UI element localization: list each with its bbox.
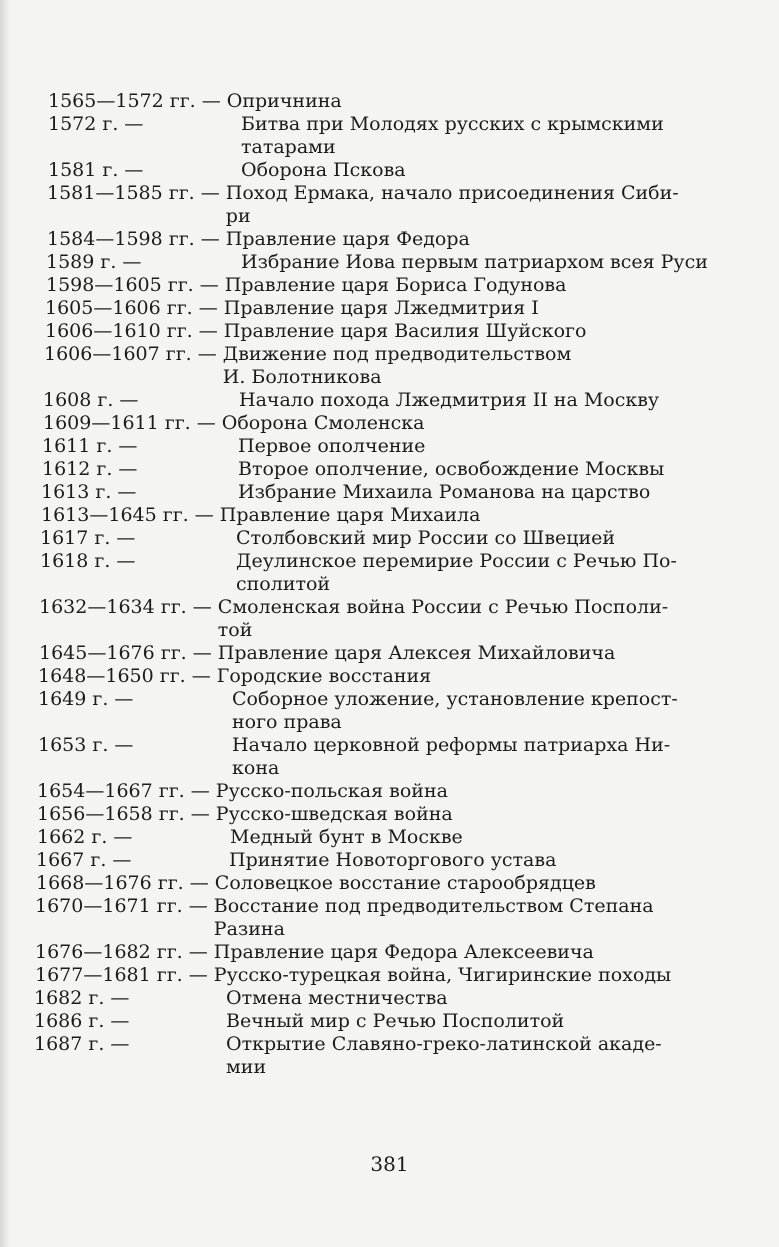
chronology-entry: [40, 527, 716, 550]
entry-date: 1617 г. —: [40, 527, 142, 549]
chronology-entry: [37, 803, 716, 826]
entry-text: Смоленская война России с Речью Посполи- той: [217, 596, 669, 641]
entry-text: Городские восстания: [216, 665, 432, 687]
entry-date: 1668—1676 гг. —: [36, 872, 215, 894]
entry-text: Соловецкое восстание старообрядцев: [214, 872, 596, 894]
chronology-entry: [48, 159, 716, 182]
entry-text: Русско-польская война: [215, 780, 448, 802]
entry-text: Отмена местничества: [226, 987, 448, 1009]
entry-text: Деулинское перемирие России с Речью По- сполитой: [236, 550, 677, 595]
chronology-entry: [45, 320, 716, 343]
chronology-entry: [46, 274, 716, 297]
chronology-entry: [41, 504, 716, 527]
entry-date: 1648—1650 гг. —: [38, 665, 217, 687]
entry-date: 1589 г. —: [46, 251, 148, 273]
chronology-entry: [37, 826, 716, 849]
entry-text: Восстание под предводительством Степана Разина: [213, 895, 654, 940]
entry-text: Битва при Молодях русских с крымскими татарами: [241, 113, 664, 158]
chronology-entry: [42, 435, 716, 458]
entry-date: 1606—1607 гг. —: [44, 343, 223, 365]
page-number: 381: [370, 1152, 409, 1176]
entry-date: 1584—1598 гг. —: [47, 228, 226, 250]
entry-date: 1667 г. —: [36, 849, 138, 871]
chronology-entry: [47, 228, 716, 251]
entry-text: Русско-турецкая война, Чигиринские походы: [213, 964, 672, 986]
entry-date: 1656—1658 гг. —: [37, 803, 216, 825]
entry-date: 1613 г. —: [41, 481, 143, 503]
chronology-entry: [38, 688, 716, 734]
entry-text: Оборона Пскова: [241, 159, 406, 181]
entry-date: 1686 г. —: [34, 1010, 136, 1032]
chronology-entry: [41, 481, 716, 504]
chronology-entry: [44, 343, 716, 389]
entry-date: 1618 г. —: [40, 550, 142, 572]
entry-text: Правление царя Василия Шуйского: [223, 320, 587, 342]
entry-date: 1654—1667 гг. —: [37, 780, 216, 802]
entry-text: Начало церковной реформы патриарха Ни- кона: [232, 734, 671, 779]
page-spine-shadow: [0, 0, 10, 1247]
entry-date: 1612 г. —: [42, 458, 144, 480]
entry-date: 1662 г. —: [37, 826, 139, 848]
chronology-entry: [35, 895, 716, 941]
chronology-entry: [43, 412, 716, 435]
chronology-entry: [34, 987, 716, 1010]
chronology-entry: [39, 596, 716, 642]
chronology-entry: [40, 550, 716, 596]
entry-date: 1598—1605 гг. —: [46, 274, 225, 296]
chronology-entry: [45, 297, 716, 320]
entry-text: Оборона Смоленска: [221, 412, 425, 434]
entry-date: 1676—1682 гг. —: [35, 941, 214, 963]
entry-date: 1670—1671 гг. —: [35, 895, 214, 917]
entry-text: Принятие Новоторгового устава: [229, 849, 557, 871]
chronology-entry: [35, 964, 716, 987]
entry-text: Правление царя Бориса Годунова: [224, 274, 567, 296]
chronology-entry: [38, 734, 716, 780]
chronology-entry: [47, 182, 716, 228]
entry-text: Правление царя Алексея Михайловича: [217, 642, 616, 664]
entry-date: 1682 г. —: [34, 987, 136, 1009]
entry-date: 1653 г. —: [38, 734, 140, 756]
entry-date: 1572 г. —: [48, 113, 150, 135]
chronology-entry: [48, 113, 716, 159]
entry-text: Второе ополчение, освобождение Москвы: [238, 458, 665, 480]
entry-text: Поход Ермака, начало присоединения Сиби- ри: [225, 182, 679, 227]
entry-date: 1581 г. —: [48, 159, 150, 181]
entry-text: Опричнина: [226, 90, 342, 112]
entry-date: 1649 г. —: [38, 688, 140, 710]
entry-text: Открытие Славяно-греко-латинской акаде- мии: [226, 1033, 662, 1078]
entry-date: 1613—1645 гг. —: [41, 504, 220, 526]
entry-text: Избрание Иова первым патриархом всея Руси: [241, 251, 708, 273]
entry-date: 1677—1681 гг. —: [35, 964, 214, 986]
entry-date: 1606—1610 гг. —: [45, 320, 224, 342]
entry-text: Столбовский мир России со Швецией: [236, 527, 616, 549]
chronology-entry: [46, 251, 716, 274]
entry-text: Медный бунт в Москве: [230, 826, 463, 848]
chronology-entry: [43, 389, 716, 412]
chronology-entry: [35, 941, 716, 964]
chronology-entry: [34, 1033, 716, 1079]
entry-text: Соборное уложение, установление крепост- ного права: [232, 688, 678, 733]
chronology-entry: [42, 458, 716, 481]
entry-date: 1565—1572 гг. —: [48, 90, 227, 112]
entry-date: 1609—1611 гг. —: [43, 412, 222, 434]
chronology-list: [36, 90, 716, 1079]
chronology-entry: [48, 90, 716, 113]
entry-text: Правление царя Михаила: [219, 504, 481, 526]
chronology-entry: [36, 849, 716, 872]
entry-text: Правление царя Лжедмитрия I: [223, 297, 539, 319]
entry-text: Русско-шведская война: [215, 803, 453, 825]
entry-text: Вечный мир с Речью Посполитой: [226, 1010, 565, 1032]
chronology-entry: [36, 872, 716, 895]
entry-text: Избрание Михаила Романова на царство: [238, 481, 651, 503]
chronology-entry: [34, 1010, 716, 1033]
chronology-entry: [39, 642, 716, 665]
entry-date: 1611 г. —: [42, 435, 144, 457]
entry-date: 1645—1676 гг. —: [39, 642, 218, 664]
entry-text: Движение под предводительством И. Болотникова: [222, 343, 572, 388]
entry-text: Первое ополчение: [238, 435, 426, 457]
entry-date: 1687 г. —: [34, 1033, 136, 1055]
chronology-entry: [37, 780, 716, 803]
entry-text: Правление царя Федора: [225, 228, 470, 250]
entry-text: Правление царя Федора Алексеевича: [213, 941, 594, 963]
entry-date: 1608 г. —: [43, 389, 145, 411]
entry-date: 1581—1585 гг. —: [47, 182, 226, 204]
entry-text: Начало похода Лжедмитрия II на Москву: [239, 389, 660, 411]
entry-date: 1605—1606 гг. —: [45, 297, 224, 319]
chronology-entry: [38, 665, 716, 688]
entry-date: 1632—1634 гг. —: [39, 596, 218, 618]
